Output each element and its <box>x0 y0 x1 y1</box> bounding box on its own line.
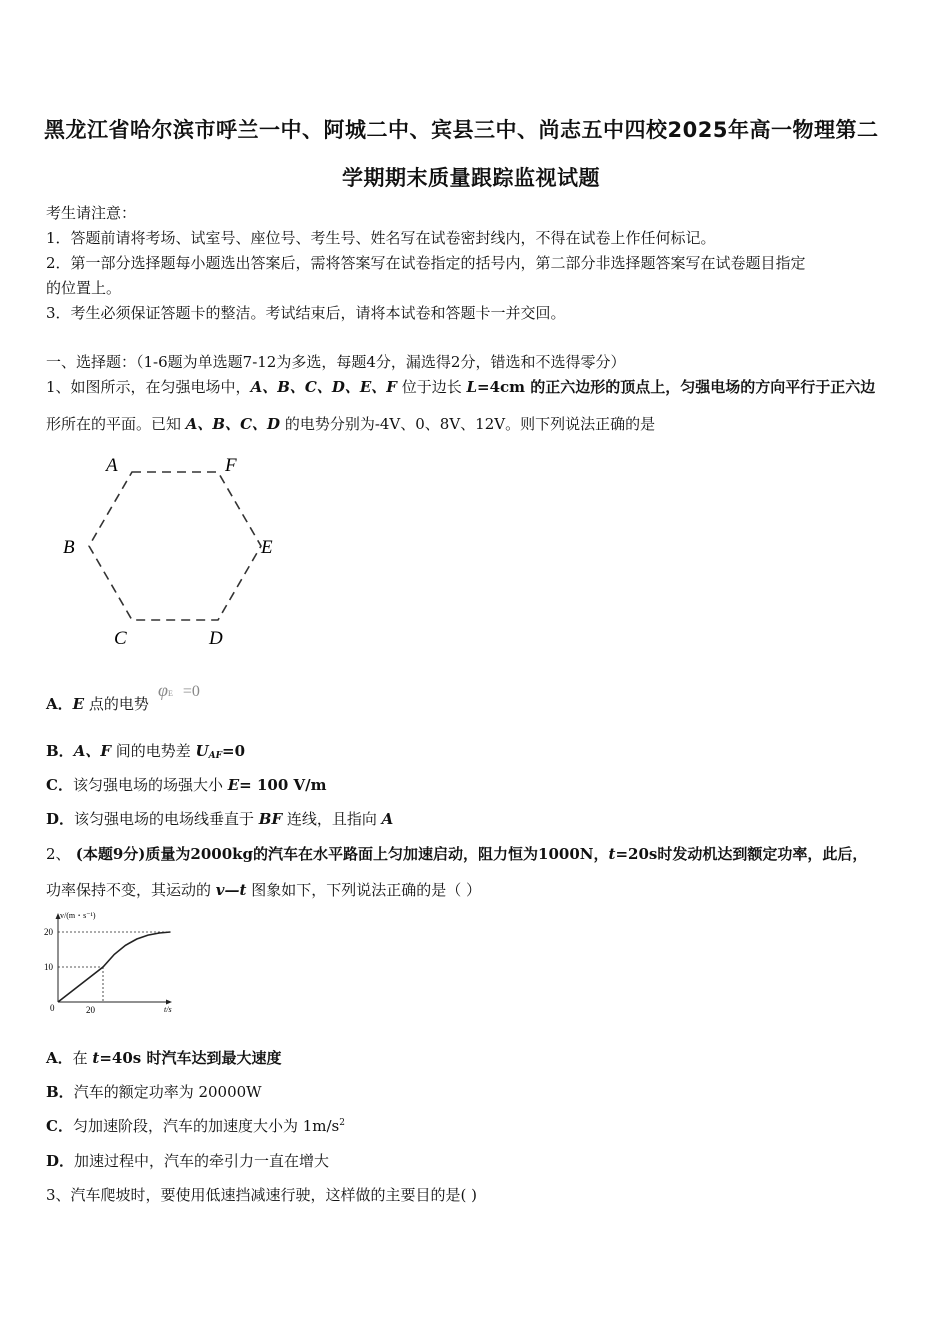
notice-item: 3．考生必须保证答题卡的整洁。考试结束后，请将本试卷和答题卡一并交回。 <box>46 304 566 322</box>
y-tick-label-10: 10 <box>44 962 53 972</box>
phi-E-formula: φE =0 <box>158 680 200 700</box>
question-2-line2: 功率保持不变，其运动的 v—t 图象如下，下列说法正确的是（ ） <box>46 881 481 899</box>
question-number: 3、 <box>46 1186 71 1204</box>
q2-option-c: C．匀加速阶段，汽车的加速度大小为 $1m/s^2$ <box>46 1117 345 1135</box>
question-3: 3、汽车爬坡时，要使用低速挡减速行驶，这样做的主要目的是( ) <box>46 1186 478 1204</box>
question-2-line1: 2、 (本题9分)质量为2000kg的汽车在水平路面上匀加速启动，阻力恒为1000N，t=20s时发动机达到额定功率，此后， <box>46 845 868 863</box>
vt-chart <box>40 905 190 1020</box>
question-number: 2、 <box>46 845 71 863</box>
q2-option-a: A．在 t=40s 时汽车达到最大速度 <box>46 1049 282 1067</box>
q1-option-b: B．A、F 间的电势差 $U_{AF}=0$ <box>46 742 246 761</box>
x-axis-label: t/s <box>164 1005 172 1014</box>
page-title-line2: 学期期末质量跟踪监视试题 <box>342 166 600 190</box>
vertex-label-D: D <box>209 628 223 649</box>
vertex-label-A: A <box>106 455 118 476</box>
q2-option-b: B．汽车的额定功率为 20000W <box>46 1083 262 1101</box>
page-title-line1: 黑龙江省哈尔滨市呼兰一中、阿城二中、宾县三中、尚志五中四校2025年高一物理第二 <box>44 118 879 142</box>
vertex-label-E: E <box>261 537 273 558</box>
q2-option-d: D．加速过程中，汽车的牵引力一直在增大 <box>46 1152 330 1170</box>
vertex-label-B: B <box>63 537 75 558</box>
notice-item: 的位置上。 <box>46 279 122 297</box>
section-header: 一、选择题：（1-6题为单选题7-12为多选，每题4分，漏选得2分，错选和不选得零分） <box>46 353 626 371</box>
vertex-label-F: F <box>225 455 237 476</box>
notice-item: 2．第一部分选择题每小题选出答案后，需将答案写在试卷指定的括号内，第二部分非选择题答案写在试卷题目指定 <box>46 254 806 272</box>
y-axis-label: v/(m・s⁻¹) <box>60 911 96 920</box>
hexagon-outline <box>89 472 261 620</box>
chart-guides <box>58 932 171 1002</box>
hexagon-figure <box>55 450 295 655</box>
q1-option-d: D．该匀强电场的电场线垂直于 BF 连线，且指向 A <box>46 810 394 828</box>
q1-option-c: C．该匀强电场的场强大小 E= 100 V/m <box>46 776 327 794</box>
origin-label: 0 <box>50 1003 55 1013</box>
question-number: 1、 <box>46 378 71 396</box>
x-tick-label-20: 20 <box>86 1005 95 1015</box>
question-1-line1: 1、如图所示，在匀强电场中，A、B、C、D、E、F 位于边长 L=4cm 的正六边形的顶点上，匀强电场的方向平行于正六边 <box>46 378 876 396</box>
y-tick-label-20: 20 <box>44 927 53 937</box>
x-axis-arrow <box>166 1000 172 1005</box>
notice-heading: 考生请注意： <box>46 204 137 222</box>
question-1-line2: 形所在的平面。已知 A、B、C、D 的电势分别为-4V、0、8V、12V。则下列说法正确的是 <box>46 415 656 433</box>
notice-item: 1．答题前请将考场、试室号、座位号、考生号、姓名写在试卷密封线内，不得在试卷上作任何标记。 <box>46 229 716 247</box>
vertex-label-C: C <box>114 628 127 649</box>
q1-option-a: A．E 点的电势 <box>46 695 149 713</box>
